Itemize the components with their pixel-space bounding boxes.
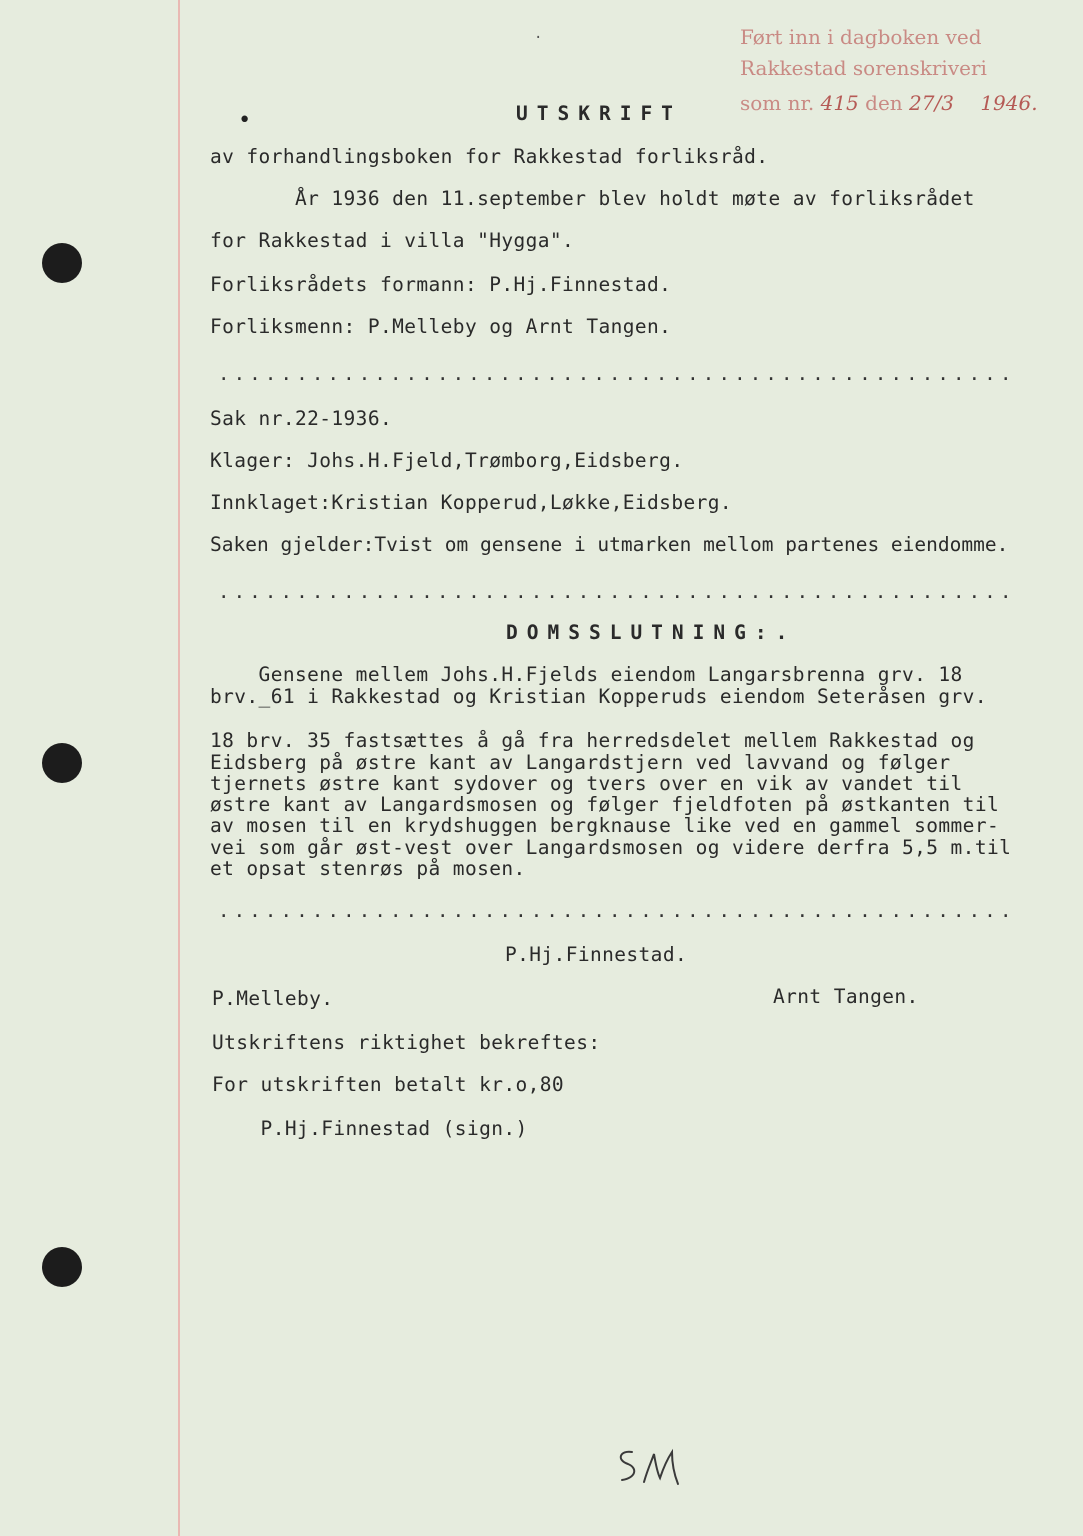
verdict-line: Gensene mellem Johs.H.Fjelds eiendom Langarsbrenna grv. 18 bbox=[210, 663, 963, 686]
speck: • bbox=[238, 108, 252, 133]
certification-line: Utskriftens riktighet bekreftes: bbox=[212, 1031, 601, 1054]
signature-left: P.Melleby. bbox=[212, 987, 334, 1010]
dotted-separator: ................................................... bbox=[218, 900, 1016, 922]
dotted-separator: ................................................... bbox=[218, 363, 1016, 385]
intro-line: Forliksrådets formann: P.Hj.Finnestad. bbox=[210, 273, 672, 296]
dotted-separator: ................................................... bbox=[218, 581, 1016, 603]
intro-line: av forhandlingsboken for Rakkestad forliksråd. bbox=[210, 145, 769, 168]
verdict-heading: DOMSSLUTNING:. bbox=[506, 621, 797, 644]
verdict-line: vei som går øst-vest over Langardsmosen og videre derfra 5,5 m.til bbox=[210, 836, 1012, 859]
margin-line bbox=[178, 0, 180, 1536]
verdict-line: et opsat stenrøs på mosen. bbox=[210, 857, 526, 880]
verdict-line: Eidsberg på østre kant av Langardstjern ved lavvand og følger bbox=[210, 751, 951, 774]
punch-hole-icon bbox=[42, 743, 82, 783]
punch-hole-icon bbox=[42, 243, 82, 283]
certification-line: For utskriften betalt kr.o,80 bbox=[212, 1073, 565, 1096]
punch-hole-icon bbox=[42, 1247, 82, 1287]
case-line: Saken gjelder:Tvist om gensene i utmarken mellom partenes eiendomme. bbox=[210, 533, 1009, 556]
verdict-line: østre kant av Langardsmosen og følger fjeldfoten på østkanten til bbox=[210, 793, 1000, 816]
stamp-date: 27/3 bbox=[909, 91, 954, 115]
intro-line: Forliksmenn: P.Melleby og Arnt Tangen. bbox=[210, 315, 672, 338]
verdict-line: tjernets østre kant sydover og tvers over en vik av vandet til bbox=[210, 772, 963, 795]
verdict-line: av mosen til en krydshuggen bergknause like ved en gammel sommer- bbox=[210, 814, 1000, 837]
certification-line: P.Hj.Finnestad (sign.) bbox=[212, 1117, 528, 1140]
stamp-prefix: som nr. bbox=[740, 91, 815, 115]
document-heading: UTSKRIFT bbox=[516, 102, 682, 125]
signature-chair: P.Hj.Finnestad. bbox=[505, 943, 688, 966]
stamp-line-2: Rakkestad sorenskriveri bbox=[740, 56, 987, 80]
handwritten-initials bbox=[610, 1440, 690, 1490]
case-line: Klager: Johs.H.Fjeld,Trømborg,Eidsberg. bbox=[210, 449, 684, 472]
case-line: Innklaget:Kristian Kopperud,Løkke,Eidsberg. bbox=[210, 491, 733, 514]
stamp-year: 1946. bbox=[980, 91, 1038, 115]
intro-line: for Rakkestad i villa "Hygga". bbox=[210, 229, 575, 252]
stamp-line-1: Ført inn i dagboken ved bbox=[740, 25, 982, 49]
verdict-line: brv._61 i Rakkestad og Kristian Kopperuds eiendom Seteråsen grv. bbox=[210, 685, 987, 708]
stamp-number: 415 bbox=[820, 91, 859, 115]
stamp-den: den bbox=[865, 91, 903, 115]
speck: · bbox=[534, 30, 543, 46]
stamp-line-3 bbox=[740, 91, 1038, 115]
case-line: Sak nr.22-1936. bbox=[210, 407, 393, 430]
verdict-line: 18 brv. 35 fastsættes å gå fra herredsdelet mellem Rakkestad og bbox=[210, 729, 975, 752]
signature-right: Arnt Tangen. bbox=[773, 985, 919, 1008]
intro-line: År 1936 den 11.september blev holdt møte av forliksrådet bbox=[210, 187, 975, 210]
